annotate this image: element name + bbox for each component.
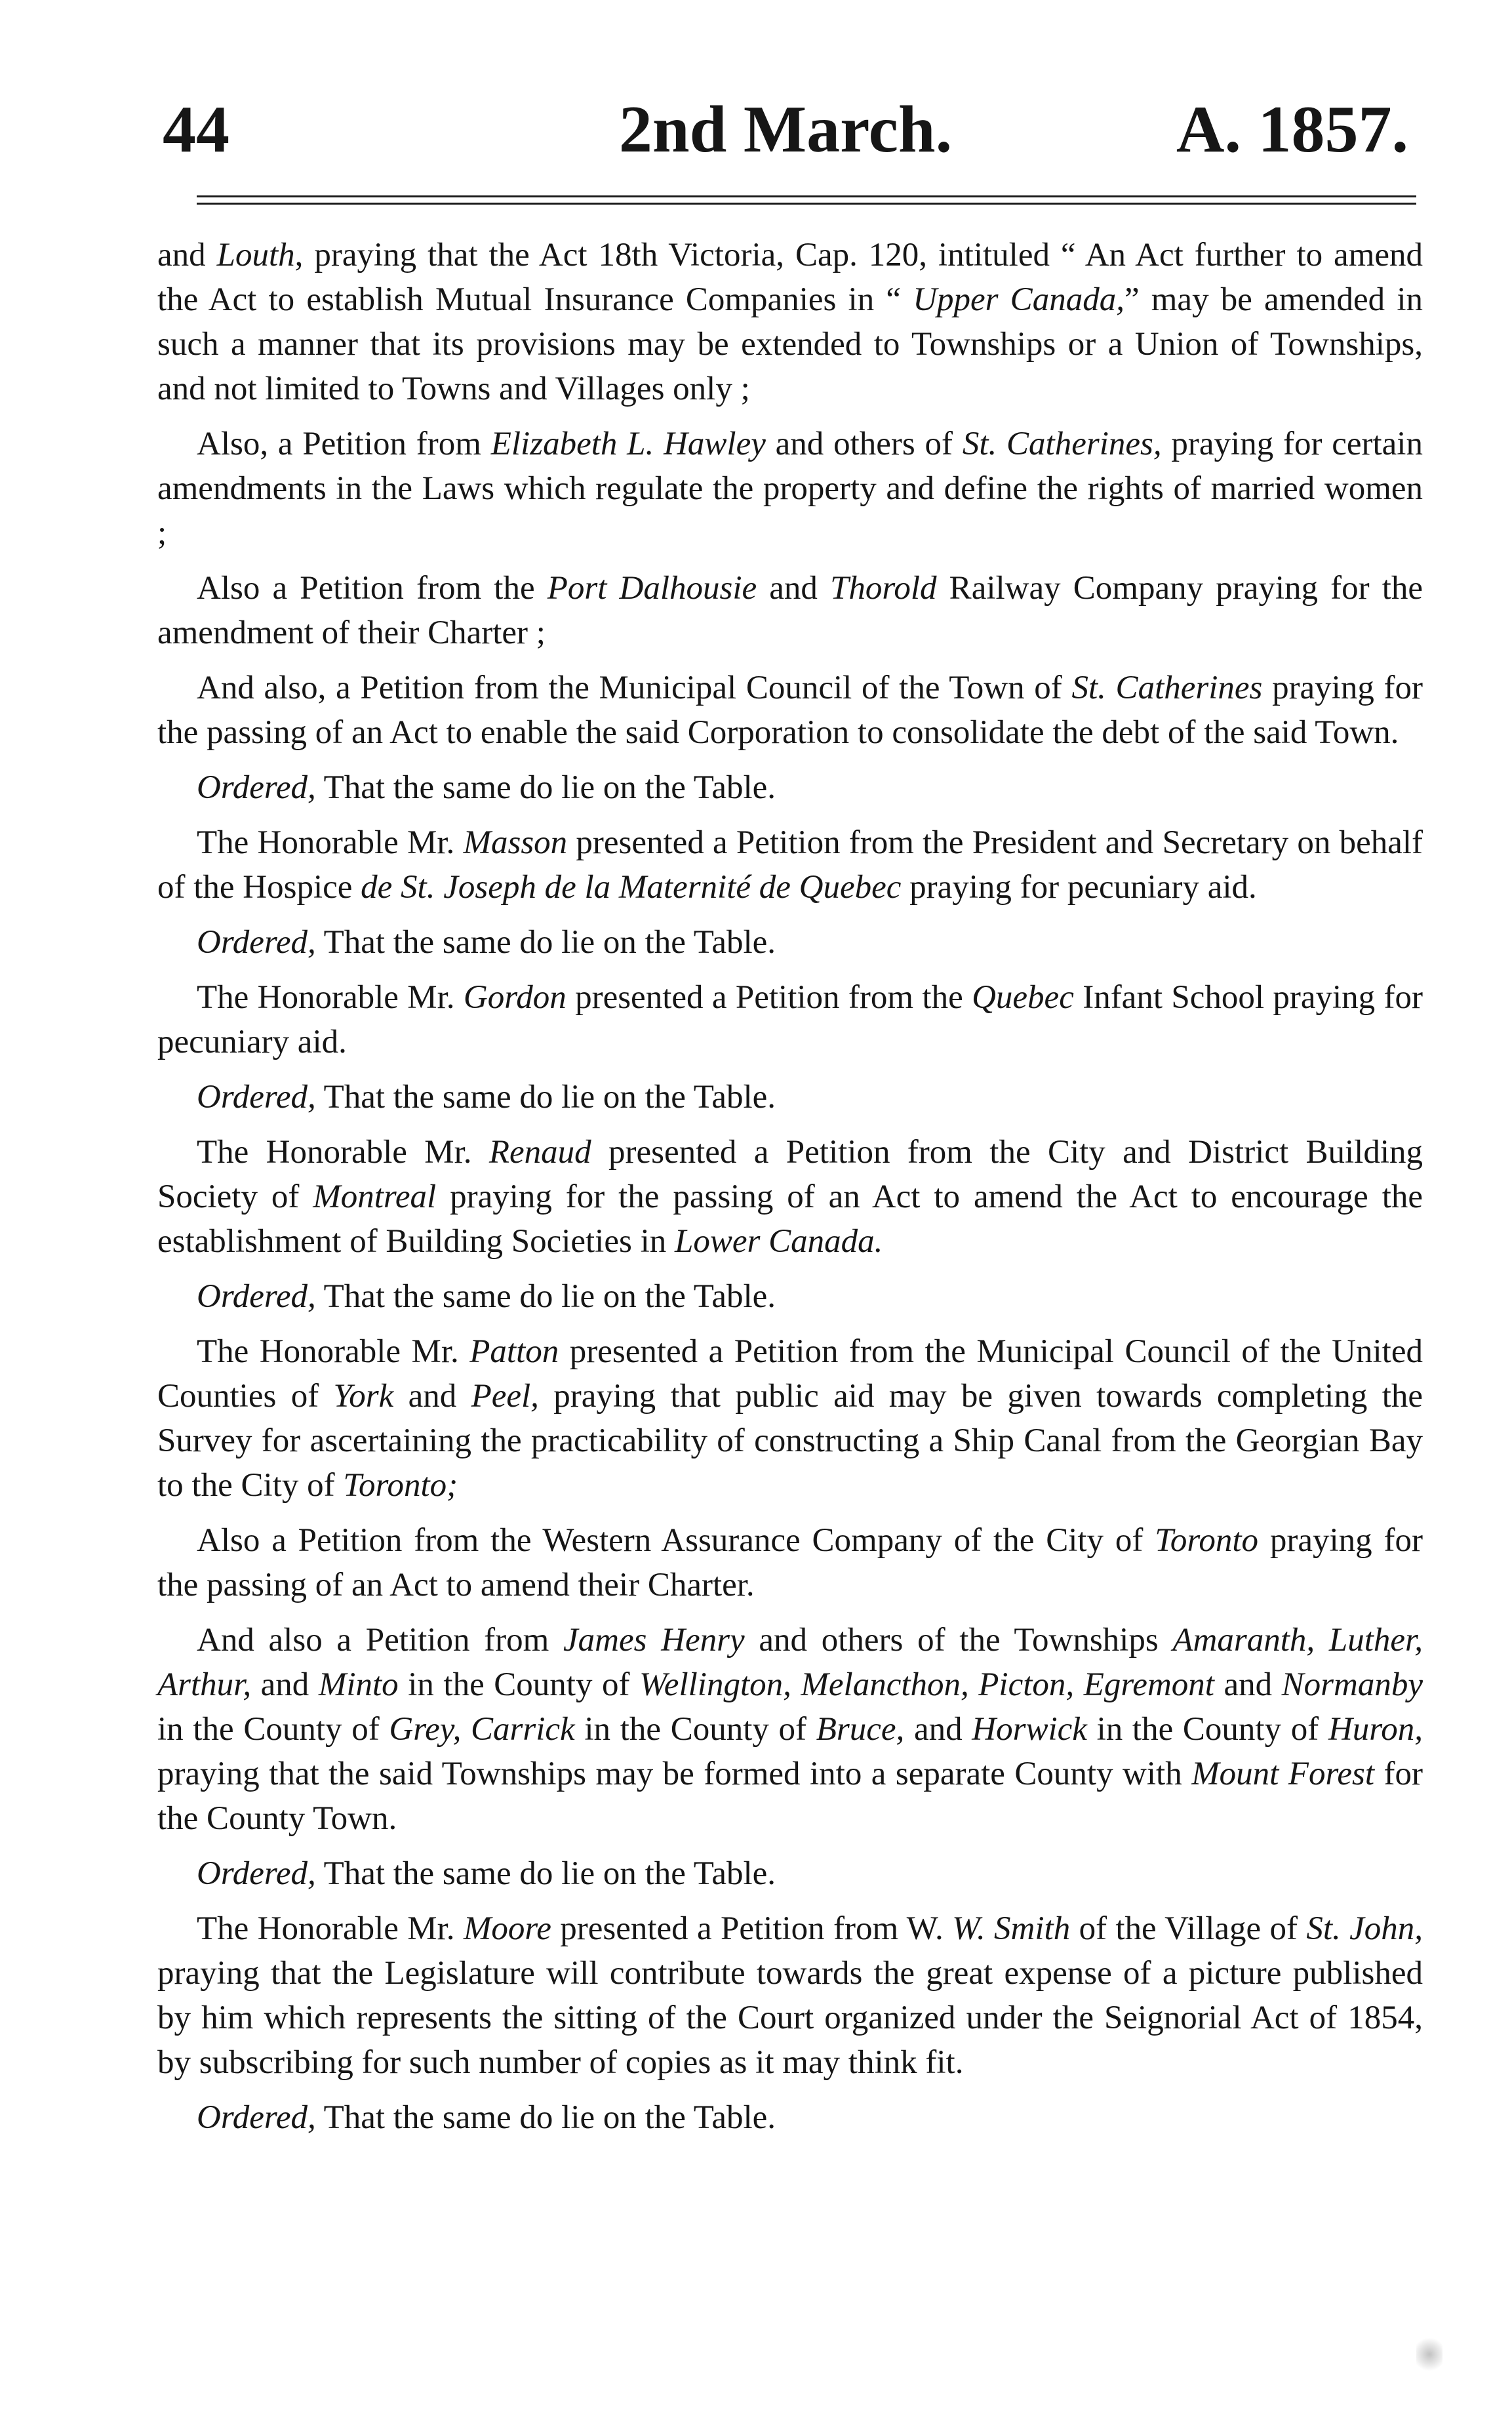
text-segment: for the County Town. <box>157 1756 1423 1837</box>
text-segment: And also, a Petition from the Municipal Council of the Town of <box>197 670 1072 706</box>
text-segment: Also a Petition from the Western Assurance Company of the City of <box>197 1522 1155 1559</box>
italic-text: Port Dalhousie <box>547 570 757 607</box>
italic-text: Toronto; <box>343 1467 458 1504</box>
italic-text: St. John, <box>1306 1910 1423 1947</box>
paragraph <box>157 975 1423 1064</box>
italic-text: St. Catherines, <box>962 426 1162 462</box>
text-segment: praying for the passing of an Act to amend their Charter. <box>157 1522 1423 1603</box>
italic-text: de St. Joseph de la Maternité de Quebec <box>361 869 902 906</box>
ordered-line <box>157 1851 1423 1896</box>
text-segment: That the same do lie on the Table. <box>315 1079 776 1116</box>
ordered-line <box>157 2095 1423 2140</box>
text-segment: ” may be amended in such a manner that its provisions may be extended to Townships or a Union of Townships, and not limited to Towns and Villages only ; <box>157 281 1423 407</box>
italic-text: Patton <box>469 1333 559 1370</box>
text-segment: That the same do lie on the Table. <box>315 2099 776 2136</box>
italic-text: Normanby <box>1281 1666 1423 1703</box>
ordered-line <box>157 1075 1423 1119</box>
text-segment: That the same do lie on the Table. <box>315 769 776 806</box>
italic-text: Mount Forest <box>1191 1756 1375 1792</box>
text-segment: of the Village of <box>1070 1910 1307 1947</box>
ordered-line <box>157 765 1423 810</box>
text-segment: Infant School praying for pecuniary aid. <box>157 979 1423 1060</box>
italic-text: Toronto <box>1155 1522 1259 1559</box>
italic-text: Ordered, <box>197 1855 316 1892</box>
paragraph <box>157 233 1423 411</box>
text-segment: and <box>904 1711 972 1748</box>
text-segment: Also a Petition from the <box>197 570 547 607</box>
italic-text: Ordered, <box>197 1278 316 1315</box>
text-segment: Also, a Petition from <box>197 426 491 462</box>
italic-text: Grey, Carrick <box>389 1711 575 1748</box>
italic-text: Huron, <box>1328 1711 1423 1748</box>
text-segment: and <box>251 1666 319 1703</box>
header-year: A. 1857. <box>1176 92 1408 167</box>
text-segment: presented a Petition from W. <box>551 1910 953 1947</box>
text-segment: in the County of <box>574 1711 816 1748</box>
italic-text: Upper Canada, <box>913 281 1124 318</box>
italic-text: Ordered, <box>197 2099 316 2136</box>
italic-text: Wellington, Melancthon, Picton, Egremont <box>639 1666 1214 1703</box>
paragraph <box>157 1518 1423 1607</box>
text-segment: praying for certain amendments in the Laws which regulate the property and define the rights of married women ; <box>157 426 1423 552</box>
text-segment: praying that public aid may be given towards completing the Survey for ascertaining the practicability of constructing a Ship Canal from the Georgian Bay to the City of <box>157 1378 1423 1504</box>
italic-text: Thorold <box>830 570 937 607</box>
text-segment: , praying that the Act 18th Victoria, Cap. 120, intituled “ An Act further to amend the Act to establish Mutual Insurance Companies in “ <box>157 237 1423 318</box>
page-header <box>163 77 1408 182</box>
text-segment: The Honorable Mr. <box>197 979 464 1016</box>
italic-text: Amaranth, Luther, Arthur, <box>157 1622 1423 1703</box>
text-segment: praying that the said Townships may be formed into a separate County with <box>157 1756 1192 1792</box>
text-segment: in the County of <box>1086 1711 1328 1748</box>
text-segment: The Honorable Mr. <box>197 1333 470 1370</box>
italic-text: Montreal <box>313 1178 437 1215</box>
page-smudge <box>1416 2335 1442 2374</box>
italic-text: Minto <box>318 1666 399 1703</box>
text-segment: and <box>393 1378 471 1415</box>
italic-text: W. Smith <box>952 1910 1071 1947</box>
text-segment: praying for the passing of an Act to amend the Act to encourage the establishment of Building Societies in <box>157 1178 1423 1260</box>
page-number: 44 <box>163 92 229 167</box>
paragraph <box>157 422 1423 555</box>
italic-text: Ordered, <box>197 1079 316 1116</box>
italic-text: Renaud <box>488 1134 591 1171</box>
text-segment: And also a Petition from <box>197 1622 564 1659</box>
text-segment: That the same do lie on the Table. <box>315 924 776 961</box>
paragraph <box>157 1618 1423 1841</box>
italic-text: Louth <box>216 237 295 273</box>
paragraph <box>157 820 1423 910</box>
italic-text: St. Catherines <box>1071 670 1263 706</box>
text-segment: That the same do lie on the Table. <box>315 1278 776 1315</box>
italic-text: York <box>333 1378 394 1415</box>
italic-text: Masson <box>463 824 568 861</box>
text-segment: The Honorable Mr. <box>197 1910 464 1947</box>
italic-text: Lower Canada. <box>675 1223 883 1260</box>
paragraph <box>157 666 1423 755</box>
paragraph <box>157 1906 1423 2085</box>
paragraph <box>157 566 1423 655</box>
italic-text: Horwick <box>972 1711 1087 1748</box>
italic-text: Bruce, <box>816 1711 905 1748</box>
text-segment: and others of the Townships <box>744 1622 1173 1659</box>
paragraph <box>157 1130 1423 1264</box>
text-segment: presented a Petition from the City and District Building Society of <box>157 1134 1423 1215</box>
paragraph <box>157 1329 1423 1508</box>
text-segment: That the same do lie on the Table. <box>315 1855 776 1892</box>
text-segment: The Honorable Mr. <box>197 1134 489 1171</box>
text-segment: The Honorable Mr. <box>197 824 464 861</box>
italic-text: Elizabeth L. Hawley <box>490 426 766 462</box>
text-segment: and <box>157 237 217 273</box>
italic-text: James Henry <box>563 1622 745 1659</box>
text-segment: in the County of <box>398 1666 639 1703</box>
italic-text: Quebec <box>972 979 1074 1016</box>
ordered-line <box>157 1274 1423 1319</box>
text-segment: and <box>1214 1666 1282 1703</box>
header-rule-bottom <box>197 203 1416 205</box>
ordered-line <box>157 920 1423 965</box>
header-rule-top <box>197 195 1416 197</box>
text-segment: praying for the passing of an Act to enable the said Corporation to consolidate the debt of the said Town. <box>157 670 1423 751</box>
text-segment: praying for pecuniary aid. <box>901 869 1257 906</box>
text-segment: presented a Petition from the <box>566 979 972 1016</box>
text-segment: presented a Petition from the President and Secretary on behalf of the Hospice <box>157 824 1423 906</box>
text-segment: Railway Company praying for the amendment of their Charter ; <box>157 570 1423 651</box>
text-segment: praying that the Legislature will contribute towards the great expense of a picture published by him which represents the sitting of the Court organized under the Seignorial Act of 1854, by subscribing for such number of copies as it may think fit. <box>157 1955 1423 2081</box>
italic-text: Moore <box>463 1910 551 1947</box>
text-segment: and others of <box>765 426 963 462</box>
text-segment: in the County of <box>157 1711 389 1748</box>
header-date: 2nd March. <box>618 92 953 167</box>
body-text <box>157 233 1423 2150</box>
text-segment: presented a Petition from the Municipal Council of the United Counties of <box>157 1333 1423 1415</box>
italic-text: Ordered, <box>197 769 316 806</box>
italic-text: Ordered, <box>197 924 316 961</box>
italic-text: Gordon <box>463 979 567 1016</box>
text-segment: and <box>757 570 831 607</box>
italic-text: Peel, <box>471 1378 539 1415</box>
